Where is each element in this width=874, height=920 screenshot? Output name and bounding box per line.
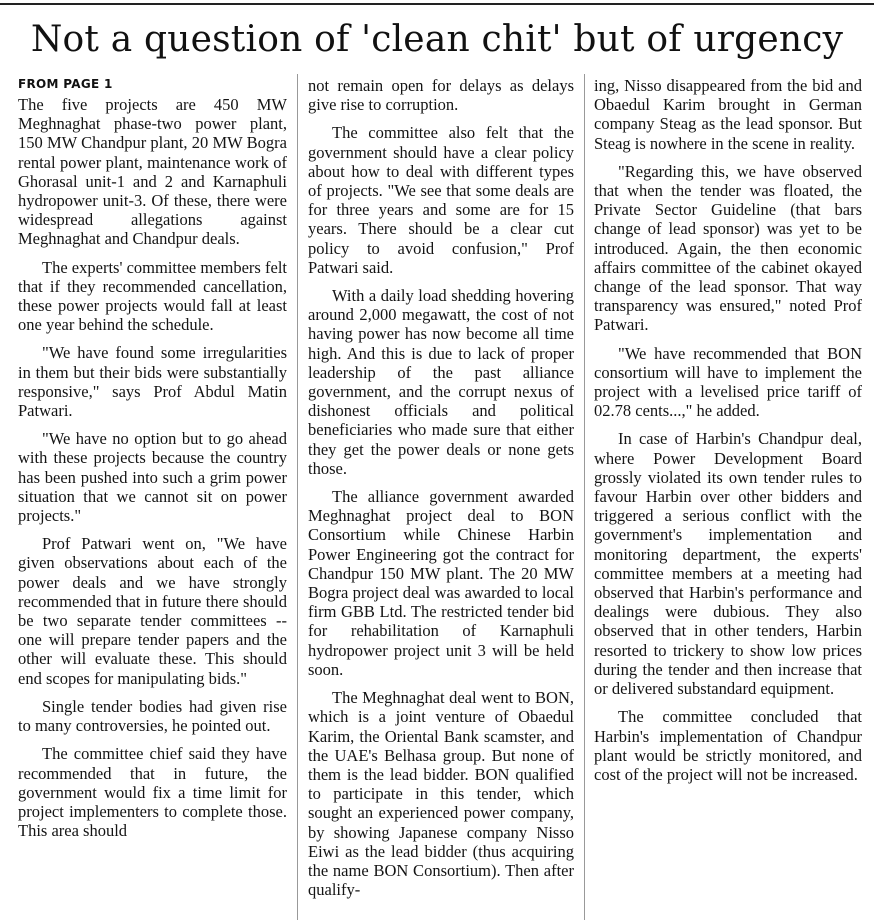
- paragraph: ing, Nisso disappeared from the bid and Obaedul Karim brought in German company Steag as the lead sponsor. But Steag is nowhere in the scene in reality.: [594, 76, 862, 153]
- paragraph: With a daily load shedding hovering around 2,000 megawatt, the cost of not having power has now become all time high. And this is due to lack of proper leadership of the past alliance government, and the corrupt nexus of dishonest officials and political beneficiaries who made sure that either they get the power deals or none gets those.: [308, 286, 574, 478]
- column-divider: [584, 74, 585, 920]
- paragraph: Prof Patwari went on, "We have given observations about each of the power deals and we have strongly recommended that in future there should be two separate tender committees -- one will prepare tender papers and the other will evaluate these. This should end scopes for manipulating bids.": [18, 534, 287, 688]
- article-column-1: [18, 76, 287, 920]
- paragraph: The committee also felt that the government should have a clear policy about how to deal with different types of projects. "We see that some deals are for three years and some are for 15 years. There should be a clear cut policy to avoid confusion," Prof Patwari said.: [308, 123, 574, 277]
- paragraph: The committee chief said they have recommended that in future, the government would fix a time limit for project implementers to complete those. This area should: [18, 744, 287, 841]
- paragraph: The alliance government awarded Meghnaghat project deal to BON Consortium while Chinese Harbin Power Engineering got the contract for Chandpur 150 MW plant. The 20 MW Bogra project deal was awarded to local firm GBB Ltd. The restricted tender bid for rehabilitation of Karnaphuli hydropower project unit 3 will be held soon.: [308, 487, 574, 679]
- column-divider: [297, 74, 298, 920]
- paragraph: "We have found some irregularities in them but their bids were substantially responsive," says Prof Abdul Matin Patwari.: [18, 343, 287, 421]
- article-column-3: [594, 76, 862, 920]
- headline: Not a question of 'clean chit' but of urgency: [30, 19, 844, 60]
- top-rule: [0, 3, 874, 5]
- paragraph: In case of Harbin's Chandpur deal, where Power Development Board grossly violated its own tender rules to favour Harbin over other bidders and triggered a serious conflict with the government's implementation and monitoring department, the experts' committee members at a meeting had observed that Harbin's performance and dealings were dubious. They also observed that in other tenders, Harbin resorted to trickery to show low prices during the tender and then increase that or delivered substandard equipment.: [594, 429, 862, 699]
- paragraph: The Meghnaghat deal went to BON, which is a joint venture of Obaedul Karim, the Oriental Bank scamster, and the UAE's Belhasa group. But none of them is the lead bidder. BON qualified to participate in this tender, which sought an experienced power company, by showing Japanese company Nisso Eiwi as the lead bidder (thus acquiring the name BON Consortium). Then after qualify-: [308, 688, 574, 900]
- paragraph: The committee concluded that Harbin's implementation of Chandpur plant would be strictly monitored, and cost of the project will not be increased.: [594, 707, 862, 784]
- paragraph: "We have recommended that BON consortium will have to implement the project with a levelised price tariff of 02.78 cents...," he added.: [594, 343, 862, 421]
- paragraph: The five projects are 450 MW Meghnaghat phase-two power plant, 150 MW Chandpur plant, 20 MW Bogra rental power plant, maintenance work of Ghorasal unit-1 and 2 and Karnaphuli hydropower unit-3. Of these, there were widespread allegations against Meghnaghat and Chandpur deals.: [18, 95, 287, 249]
- paragraph: The experts' committee members felt that if they recommended cancellation, these power projects would fall at least one year behind the schedule.: [18, 257, 287, 335]
- paragraph: "We have no option but to go ahead with these projects because the country has been pushed into such a grim power situation that we cannot sit on power projects.": [18, 429, 287, 526]
- kicker: FROM PAGE 1: [18, 77, 113, 91]
- paragraph: "Regarding this, we have observed that when the tender was floated, the Private Sector Guideline (that bars change of lead sponsor) was yet to be introduced. Again, the then economic affairs committee of the cabinet okayed change of the lead sponsor. That way transparency was ensured," noted Prof Patwari.: [594, 161, 862, 335]
- paragraph: Single tender bodies had given rise to many controversies, he pointed out.: [18, 696, 287, 736]
- paragraph: not remain open for delays as delays give rise to corruption.: [308, 76, 574, 115]
- article-column-2: [308, 76, 574, 920]
